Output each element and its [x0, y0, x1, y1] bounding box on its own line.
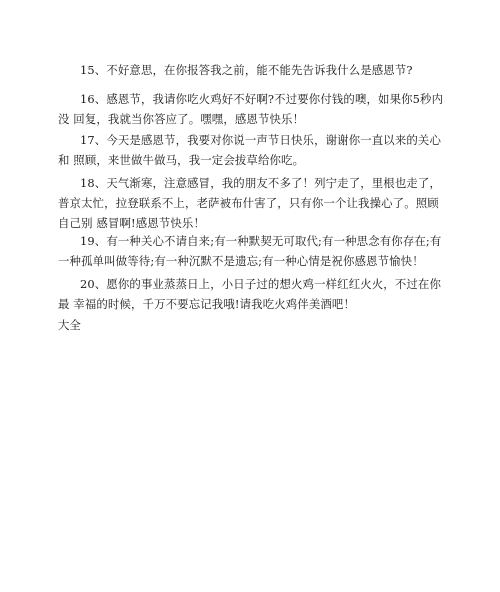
paragraph-18: 18、天气渐寒，注意感冒，我的朋友不多了！列宁走了，里根也走了，普京太忙，拉登联系不上，老萨被布什害了，只有你一个让我操心了。照顾自己别 感冒啊!感恩节快乐！ — [58, 176, 442, 230]
paragraph-17: 17、今天是感恩节，我要对你说一声节日快乐，谢谢你一直以来的关心和 照顾，来世做牛做马，我一定会拔草给你吃。 — [58, 133, 442, 167]
paragraph-16: 16、感恩节，我请你吃火鸡好不好啊?不过要你付钱的噢，如果你5秒内没 回复，我就当你答应了。嘿嘿，感恩节快乐！ — [58, 92, 444, 126]
paragraph-19: 19、有一种关心不请自来;有一种默契无可取代;有一种思念有你存在;有一种孤单叫做等待;有一种沉默不是遗忘;有一种心情是祝你感恩节愉快！ — [58, 234, 442, 268]
paragraph-20: 20、愿你的事业蒸蒸日上，小日子过的想火鸡一样红红火火，不过在你最 幸福的时候，千万不要忘记我哦!请我吃火鸡伴美酒吧！ — [58, 277, 442, 311]
paragraph-15: 15、不好意思，在你报答我之前，能不能先告诉我什么是感恩节? — [80, 63, 413, 77]
footer-text: 大全 — [58, 318, 81, 332]
